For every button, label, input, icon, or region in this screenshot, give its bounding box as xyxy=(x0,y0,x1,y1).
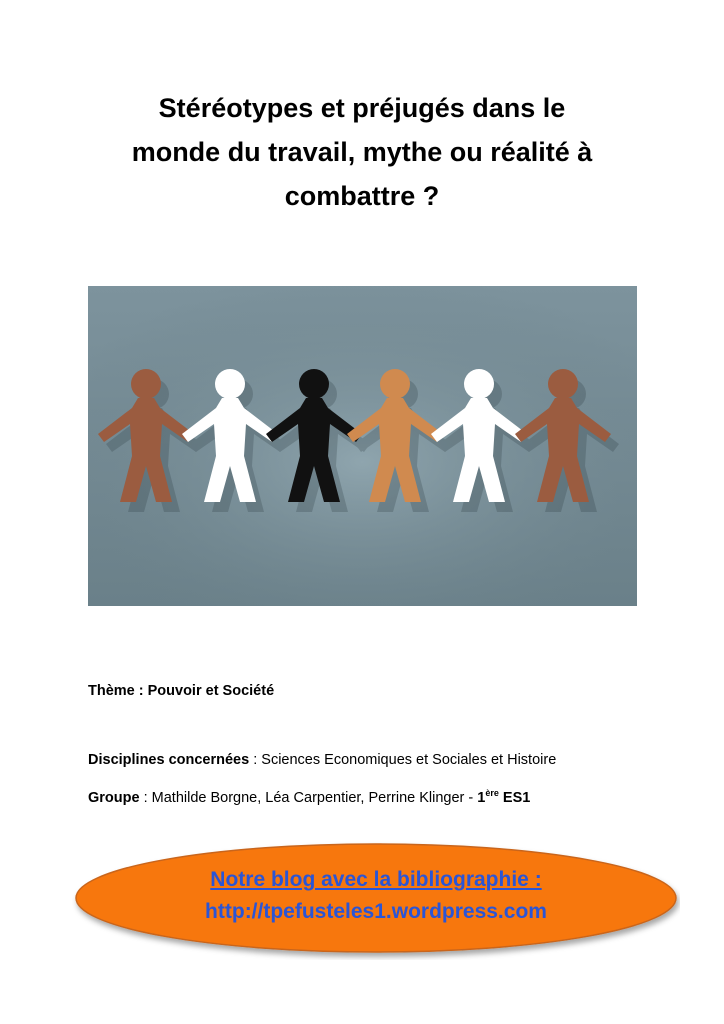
groupe-separator: : xyxy=(139,789,152,806)
disciplines-separator: : xyxy=(249,752,262,768)
blog-url-link[interactable]: http://tpefusteles1.wordpress.com xyxy=(205,900,547,923)
paper-chain-people-icon xyxy=(88,286,637,606)
disciplines-value: Sciences Economiques et Sociales et Histoire xyxy=(261,752,557,768)
groupe-class-number: 1 xyxy=(477,789,486,806)
title-line-2: monde du travail, mythe ou réalité à xyxy=(131,137,593,167)
title-line-3: combattre ? xyxy=(284,181,440,211)
title-line-1: Stéréotypes et préjugés dans le xyxy=(158,93,566,123)
groupe-members: Mathilde Borgne, Léa Carpentier, Perrine Klinger - xyxy=(151,789,478,806)
groupe-class-name: ES1 xyxy=(498,789,531,806)
blog-callout[interactable] xyxy=(72,840,680,960)
blog-text xyxy=(72,864,680,928)
groupe-class-sup: ère xyxy=(485,788,499,798)
theme-line: Thème : Pouvoir et Société xyxy=(88,683,275,699)
disciplines-label: Disciplines concernées xyxy=(88,752,250,768)
groupe-line xyxy=(88,788,530,806)
cover-image xyxy=(88,286,637,606)
groupe-label: Groupe xyxy=(88,789,140,806)
blog-title-link[interactable]: Notre blog avec la bibliographie : xyxy=(210,868,542,891)
document-title xyxy=(60,86,664,218)
disciplines-line xyxy=(88,752,556,768)
